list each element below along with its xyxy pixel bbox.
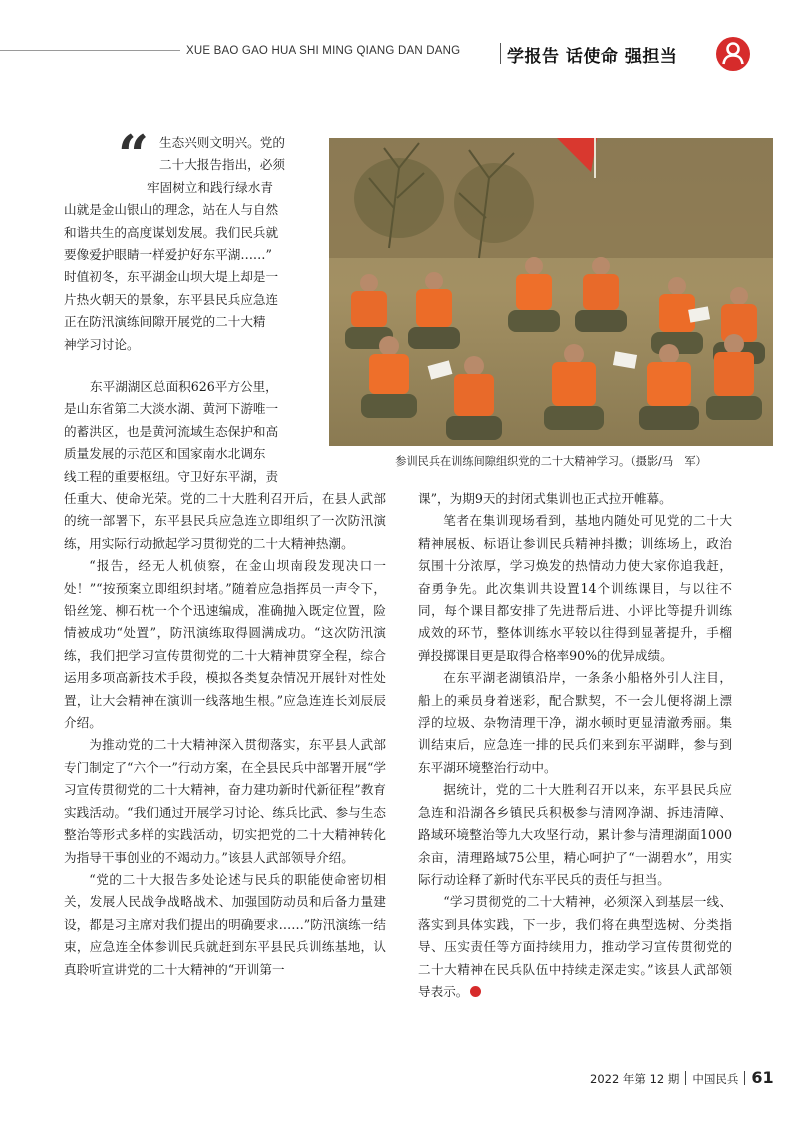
paragraph: 课”，为期9天的封闭式集训也正式拉开帷幕。 [418, 491, 672, 506]
end-mark-icon [470, 986, 481, 997]
paragraph: 笔者在集训现场看到，基地内随处可见党的二十大精神展板、标语让参训民兵精神抖擞；训练场上，政治氛围十分浓厚，学习焕发的热情动力使大家你追我赶，奋勇争先。此次集训共设置14个训练课目，与以往不同，每个课目都安排了先进帮后进、小评比等提升训练成效的环节，整体训练水平较以往得到显著提升，手榴弹投掷课目更是取得合格率90%的优异成绩。 [418, 513, 732, 663]
training-photo [329, 138, 773, 446]
intro-line: 正在防汛演练间隙开展党的二十大精 [64, 314, 266, 330]
left-column-body [64, 488, 386, 981]
paragraph: 为推动党的二十大精神深入贯彻落实，东平县人武部专门制定了“六个一”行动方案，在全县民兵中部署开展“学习宣传贯彻党的二十大精神，奋力建功新时代新征程”教育实践活动。“我们通过开展学习讨论、练兵比武、参与生态整治等形式多样的实践活动，切实把党的二十大精神转化为指导干事创业的不竭动力。”该县人武部领导介绍。 [64, 737, 386, 865]
issue-label: 2022 年第 12 期 [590, 1072, 680, 1086]
body-line: 是山东省第二大淡水湖、黄河下游唯一 [64, 401, 279, 417]
header-pinyin: XUE BAO GAO HUA SHI MING QIANG DAN DANG [180, 45, 508, 57]
paragraph: “党的二十大报告多处论述与民兵的职能使命密切相关，发展人民战争战略战术、加强国防动员和后备力量建设，都是习主席对我们提出的明确要求……”防汛演练一结束，应急连全体参训民兵就赶到东平县民兵训练基地，认真聆听宣讲党的二十大精神的“开训第一 [64, 871, 386, 977]
intro-line: 牢固树立和践行绿水青 [147, 179, 273, 195]
page-footer [590, 1068, 774, 1087]
intro-line: 山就是金山银山的理念，站在人与自然 [64, 202, 279, 218]
body-line: 东平湖湖区总面积626平方公里， [90, 379, 278, 394]
paragraph: 在东平湖老湖镇沿岸，一条条小船格外引人注目，船上的乘员身着迷彩，配合默契，不一会儿便将湖上漂浮的垃圾、杂物清理干净，湖水顿时更显清澈秀丽。集训结束后，应急连一排的民兵们来到东平湖畔，参与到东平湖环境整治行动中。 [418, 670, 732, 775]
intro-line: 片热火朝天的景象，东平县民兵应急连 [64, 291, 279, 307]
paragraph: “报告，经无人机侦察，在金山坝南段发现决口一处！”“按预案立即组织封堵。”随着应急指挥员一声令下，铅丝笼、柳石枕一个个迅速编成，准确抛入既定位置，险情被成功“处置”，防汛演练取得圆满成功。“这次防汛演练，我们把学习宣传贯彻党的二十大精神贯穿全程，综合运用多项高新技术手段，模拟各类复杂情况开展针对性处置，让大会精神在演训一线落地生根。”应急连连长刘辰辰介绍。 [64, 558, 386, 731]
body-line: 线工程的重要枢纽。守卫好东平湖，责 [64, 468, 279, 484]
left-top-text [64, 376, 318, 488]
page-number: 61 [751, 1068, 774, 1087]
photo-caption: 参训民兵在训练间隙组织党的二十大精神学习。（摄影/马 军） [395, 455, 707, 468]
footer-divider [685, 1071, 686, 1085]
intro-line: 神学习讨论。 [64, 336, 140, 352]
right-column-body [418, 488, 732, 1003]
magazine-name: 中国民兵 [692, 1072, 739, 1086]
intro-line: 时值初冬，东平湖金山坝大堤上却是一 [64, 269, 279, 285]
intro-text [64, 132, 317, 356]
paragraph: “学习贯彻党的二十大精神，必须深入到基层一线、落实到具体实践，下一步，我们将在典型选树、分类指导、压实责任等方面持续用力，推动学习宣传贯彻党的二十大精神在民兵队伍中持续走深走实。”该县人武部领导表示。 [418, 894, 732, 999]
paragraph: 据统计，党的二十大胜利召开以来，东平县民兵应急连和沿湖各乡镇民兵积极参与清网净湖、拆违清障、路域环境整治等九大攻坚行动，累计参与清理湖面1000余亩，清理路域75公里，精心呵护了“一湖碧水”，用实际行动诠释了新时代东平民兵的责任与担当。 [418, 782, 732, 887]
header-slogan: 学报告 话使命 强担当 [507, 47, 678, 67]
intro-line: 二十大报告指出，必须 [159, 157, 285, 173]
paragraph: 任重大、使命光荣。党的二十大胜利召开后，在县人武部的统一部署下，东平县民兵应急连立即组织了一次防汛演练，用实际行动掀起学习贯彻党的二十大精神热潮。 [64, 491, 386, 551]
body-line: 的蓄洪区，也是黄河流域生态保护和高 [64, 423, 279, 439]
intro-line: 生态兴则文明兴。党的 [159, 135, 285, 150]
quote-mark-icon: “ [118, 123, 150, 187]
intro-line: 要像爱护眼睛一样爱护好东平湖……” [64, 247, 272, 263]
header-divider [500, 43, 501, 64]
person-icon [716, 37, 750, 71]
intro-line: 和谐共生的高度谋划发展。我们民兵就 [64, 224, 279, 240]
body-line: 质量发展的示范区和国家南水北调东 [64, 446, 266, 462]
footer-divider [744, 1071, 745, 1085]
